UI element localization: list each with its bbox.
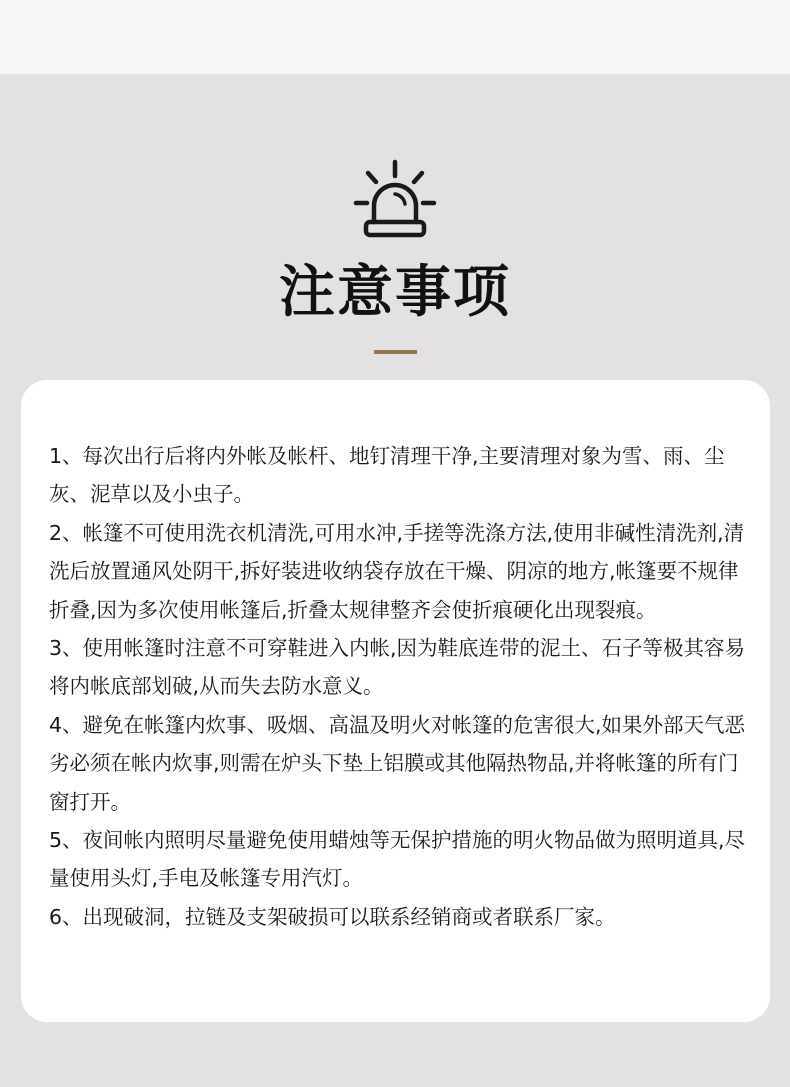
top-band (0, 0, 790, 74)
note-item-4: 4、避免在帐篷内炊事、吸烟、高温及明火对帐篷的危害很大,如果外部天气恶劣必须在帐内炊事,则需在炉头下垫上铝膜或其他隔热物品,并将帐篷的所有门窗打开。 (49, 712, 746, 814)
note-item-1: 1、每次出行后将内外帐及帐杆、地钉清理干净,主要清理对象为雪、雨、尘灰、泥草以及小虫子。 (49, 444, 725, 507)
note-item-2: 2、帐篷不可使用洗衣机清洗,可用水冲,手搓等洗涤方法,使用非碱性清洗剂,清洗后放置通风处阴干,拆好装进收纳袋存放在干燥、阴凉的地方,帐篷要不规律折叠,因为多次使用帐篷后,折叠太规律整齐会使折痕硬化出现裂痕。 (49, 520, 745, 622)
note-item-5: 5、夜间帐内照明尽量避免使用蜡烛等无保护措施的明火物品做为照明道具,尽量使用头灯,手电及帐篷专用汽灯。 (49, 828, 746, 891)
notes-list (49, 437, 749, 936)
page-title: 注意事项 (279, 260, 511, 325)
title-underline (374, 350, 417, 354)
note-item-3: 3、使用帐篷时注意不可穿鞋进入内帐,因为鞋底连带的泥土、石子等极其容易将内帐底部划破,从而失去防水意义。 (49, 636, 746, 699)
alarm-siren-icon (348, 156, 442, 242)
note-item-6: 6、出现破洞，拉链及支架破损可以联系经销商或者联系厂家。 (49, 904, 616, 929)
